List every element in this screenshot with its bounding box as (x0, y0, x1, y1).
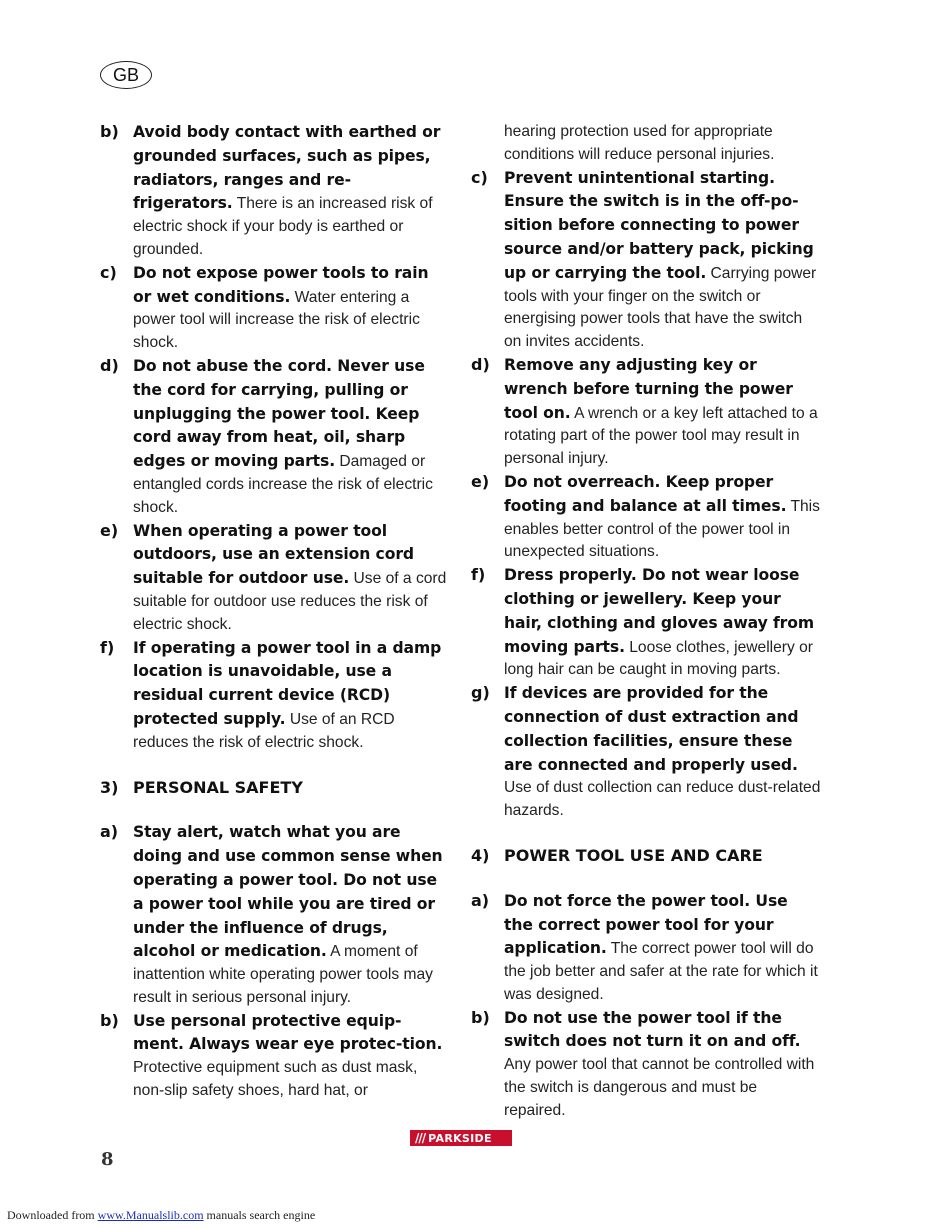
footer-prefix: Downloaded from (7, 1208, 98, 1222)
item-bold-text: Avoid body contact with earthed or grounded surfaces, such as pipes, radiators, ranges and re-frigerators. (133, 123, 441, 213)
logo-brand-text: PARKSIDE (428, 1131, 492, 1145)
item-normal-text: A moment of inattention white operating power tools may result in serious personal injury. (133, 943, 433, 1006)
list-item (100, 520, 450, 637)
list-item (471, 682, 821, 823)
item-letter: f) (100, 637, 115, 657)
section-number: 4) (471, 845, 490, 865)
list-item (100, 821, 450, 1009)
list-item (100, 121, 450, 262)
item-normal-text: Protective equipment such as dust mask, non-slip safety shoes, hard hat, or (133, 1059, 418, 1100)
item-bold-text: When operating a power tool outdoors, use an extension cord suitable for outdoor use. (133, 521, 414, 588)
list-item (100, 637, 450, 755)
left-column (100, 121, 450, 1103)
item-letter: c) (100, 262, 117, 282)
list-item (100, 355, 450, 520)
item-normal-text: Use of an RCD reduces the risk of electric shock. (133, 710, 395, 751)
logo-stripes: /// (415, 1131, 426, 1145)
list-item (100, 262, 450, 355)
item-bold-text: Remove any adjusting key or wrench before turning the power tool on. (504, 355, 793, 422)
item-letter: a) (100, 822, 119, 842)
item-bold-text: Do not abuse the cord. Never use the cord for carrying, pulling or unplugging the power tool. Keep cord away from heat, oil, sharp edges or moving parts. (133, 356, 425, 471)
item-bold-text: If operating a power tool in a damp location is unavoidable, use a residual current device (RCD) protected supply. (133, 638, 442, 728)
item-normal-text: Loose clothes, jewellery or long hair can be caught in moving parts. (504, 638, 813, 679)
item-normal-text: Use of dust collection can reduce dust-related hazards. (504, 779, 821, 820)
section-number: 3) (100, 777, 119, 797)
list-item (471, 167, 821, 354)
parkside-logo (410, 1130, 512, 1146)
footer-suffix: manuals search engine (203, 1208, 316, 1222)
item-bold-text: Use personal protective equip-ment. Always wear eye protec-tion. (133, 1011, 443, 1054)
item-letter: d) (471, 354, 490, 374)
item-normal-text: A wrench or a key left attached to a rotating part of the power tool may result in personal injury. (504, 404, 818, 468)
item-normal-text: The correct power tool will do the job better and safer at the rate for which it was designed. (504, 940, 818, 1003)
item-bold-text: Do not force the power tool. Use the correct power tool for your application. (504, 891, 788, 958)
item-normal-text: Use of a cord suitable for outdoor use reduces the risk of electric shock. (133, 570, 447, 633)
item-letter: b) (100, 122, 119, 141)
continuation-text: hearing protection used for appropriate conditions will reduce personal injuries. (504, 123, 775, 163)
item-letter: g) (471, 683, 490, 703)
item-bold-text: Stay alert, watch what you are doing and use common sense when operating a power tool. Do not use a power tool while you are tired or under the influence of drugs, alcohol or medication. (133, 823, 443, 961)
item-letter: f) (471, 565, 486, 585)
item-letter: c) (471, 167, 488, 187)
section-title: PERSONAL SAFETY (133, 777, 303, 797)
item-normal-text: This enables better control of the power tool in unexpected situations. (504, 497, 820, 561)
list-item (100, 1010, 450, 1103)
section-heading (471, 845, 821, 868)
download-footer (7, 1208, 315, 1223)
language-badge: GB (100, 61, 152, 89)
item-normal-text: Damaged or entangled cords increase the risk of electric shock. (133, 453, 433, 516)
page-number: 8 (101, 1149, 114, 1170)
item-letter: e) (100, 520, 119, 540)
list-item (471, 1007, 821, 1123)
item-normal-text: Water entering a power tool will increase the risk of electric shock. (133, 288, 420, 352)
item-bold-text: If devices are provided for the connection of dust extraction and collection facilities, ensure these are connected and properly used. (504, 684, 799, 774)
list-item (471, 354, 821, 471)
item-bold-text: Prevent unintentional starting. Ensure the switch is in the off-po-sition before connecting to power source and/or battery pack, picking up or carrying the tool. (504, 168, 814, 282)
item-letter: a) (471, 890, 490, 910)
list-item (471, 564, 821, 682)
list-item (471, 890, 821, 1007)
section-heading (100, 777, 450, 800)
item-normal-text: Any power tool that cannot be controlled with the switch is dangerous and must be repaired. (504, 1056, 815, 1119)
item-letter: b) (100, 1010, 119, 1030)
item-bold-text: Dress properly. Do not wear loose clothing or jewellery. Keep your hair, clothing and gloves away from moving parts. (504, 566, 815, 656)
item-normal-text: Carrying power tools with your finger on the switch or energising power tools that have the switch on invites accidents. (504, 264, 817, 351)
list-item (471, 471, 821, 564)
item-normal-text: There is an increased risk of electric shock if your body is earthed or grounded. (133, 195, 433, 258)
item-bold-text: Do not use the power tool if the switch does not turn it on and off. (504, 1008, 801, 1051)
item-bold-text: Do not overreach. Keep proper footing and balance at all times. (504, 472, 787, 515)
item-letter: d) (100, 355, 119, 375)
item-bold-text: Do not expose power tools to rain or wet conditions. (133, 263, 429, 306)
item-letter: b) (471, 1007, 490, 1027)
right-column (471, 121, 821, 1123)
item-letter: e) (471, 471, 490, 491)
manualslib-link[interactable]: www.Manualslib.com (97, 1208, 204, 1222)
section-title: POWER TOOL USE AND CARE (504, 845, 763, 865)
